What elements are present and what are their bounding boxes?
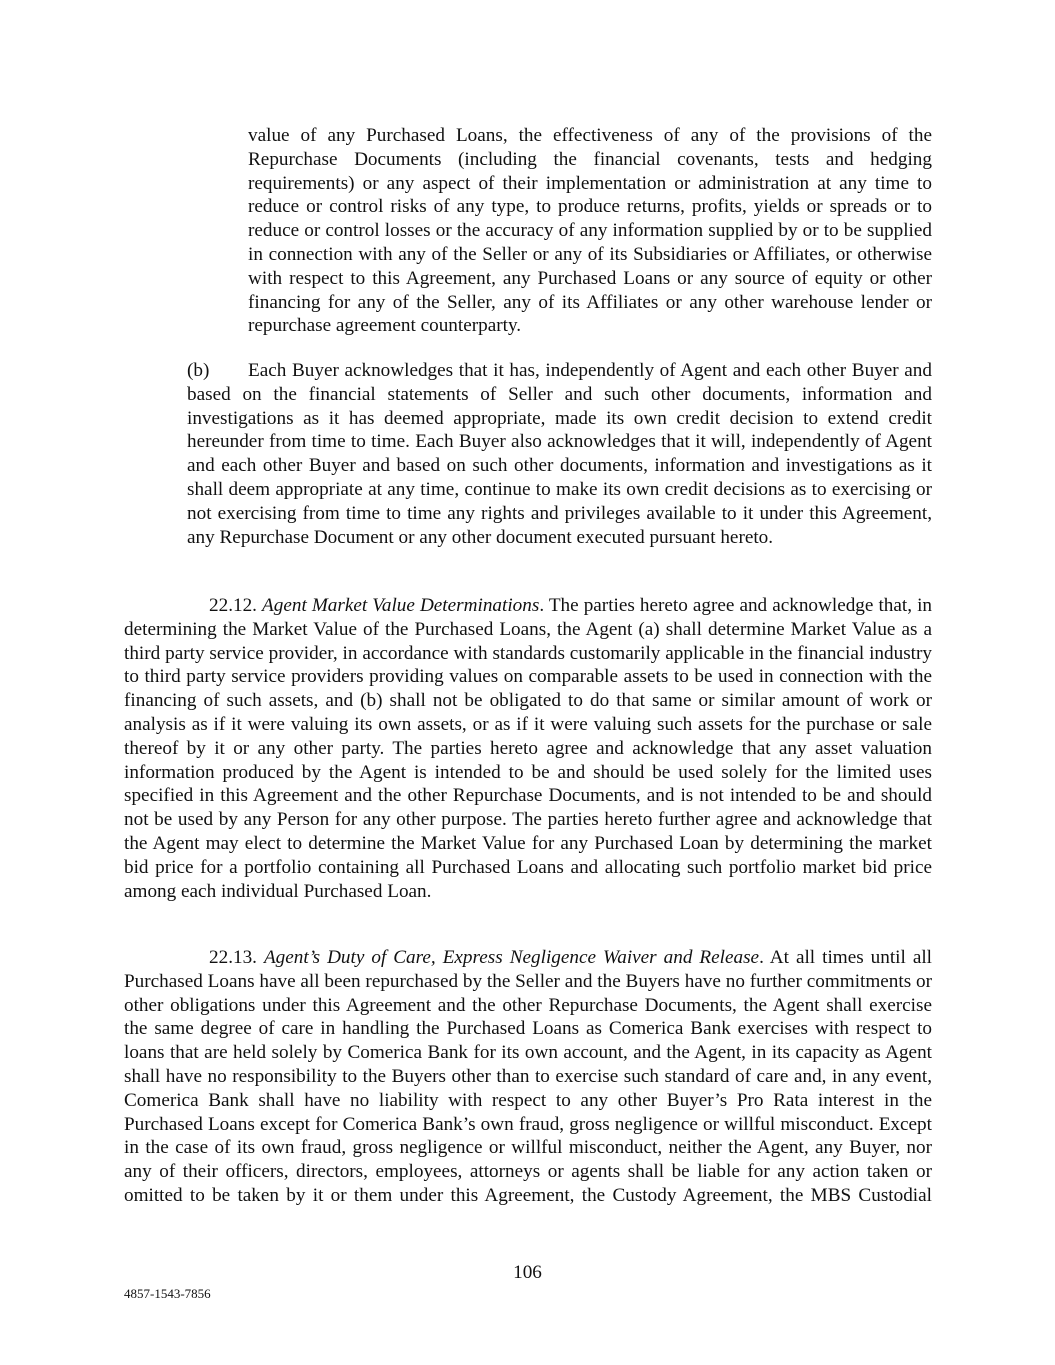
section-22-13-title: Agent’s Duty of Care, Express Negligence Waiver and Release	[263, 947, 760, 968]
document-id: 4857-1543-7856	[124, 1286, 211, 1301]
paragraph-b-label: (b)	[187, 360, 210, 381]
section-22-13: 22.13. Agent’s Duty of Care, Express Negligence Waiver and Release. At all times until all Purchased Loans have all been repurchased by the Seller and the Buyers have no further commitments or other obligations under this Agreement and the other Repurchase Documents, the Agent shall exercise the same degree of care in handling the Purchased Loans as Comerica Bank exercises with respect to loans that are held solely by Comerica Bank for its own account, and the Agent, in its capacity as Agent shall have no responsibility to the Buyers other than to exercise such standard of care and, in any event, Comerica Bank shall have no liability with respect to any other Buyer’s Pro Rata interest in the Purchased Loans except for Comerica Bank’s own fraud, gross negligence or willful misconduct. Except in the case of its own fraud, gross negligence or willful misconduct, neither the Agent, any Buyer, nor any of their officers, directors, employees, attorneys or agents shall be liable for any action taken or omitted to be taken by it or them under this Agreement, the Custody Agreement, the MBS Custodial	[124, 947, 932, 1206]
section-22-12-title: Agent Market Value Determinations	[262, 595, 540, 616]
continued-subitem-paragraph: value of any Purchased Loans, the effectiveness of any of the provisions of the Repurchase Documents (including the financial covenants, tests and hedging requirements) or any aspect of their implementation or administration at any time to reduce or control risks of any type, to produce returns, profits, yields or spreads or to reduce or control losses or the accuracy of any information supplied by or to be supplied in connection with any of the Seller or any of its Subsidiaries or Affiliates, or otherwise with respect to this Agreement, any Purchased Loans or any source of equity or other financing for any of the Seller, any of its Affiliates or any other warehouse lender or repurchase agreement counterparty.	[248, 125, 932, 337]
section-22-13-number: 22.13.	[209, 947, 257, 968]
section-22-12: 22.12. Agent Market Value Determinations. The parties hereto agree and acknowledge that, in determining the Market Value of the Purchased Loans, the Agent (a) shall determine Market Value as a third party service provider, in accordance with standards customarily applicable in the financial industry to third party service providers providing values on comparable assets to be used in connection with the financing of such assets, and (b) shall not be obligated to do that same or similar amount of work or analysis as if it were valuing its own assets, or as if it were valuing such assets for the purchase or sale thereof by it or any other party. The parties hereto agree and acknowledge that any asset valuation information produced by the Agent is intended to be and should be used solely for the limited uses specified in this Agreement and the other Repurchase Documents, and is not intended to be and should not be used by any Person for any other purpose. The parties hereto further agree and acknowledge that the Agent may elect to determine the Market Value for any Purchased Loan by determining the market bid price for a portfolio containing all Purchased Loans and allocating such portfolio market bid price among each individual Purchased Loan.	[124, 595, 932, 902]
paragraph-b-text: Each Buyer acknowledges that it has, independently of Agent and each other Buyer and based on the financial statements of Seller and such other documents, information and investigations as it has deemed appropriate, made its own credit decision to extend credit hereunder from time to time. Each Buyer also acknowledges that it will, independently of Agent and each other Buyer and based on such other documents, information and investigations as it shall deem appropriate at any time, continue to make its own credit decisions as to exercising or not exercising from time to time any rights and privileges available to it under this Agreement, any Repurchase Document or any other document executed pursuant hereto.	[187, 360, 932, 548]
paragraph-b	[187, 359, 932, 549]
page-number: 106	[513, 1262, 542, 1283]
section-22-12-number: 22.12.	[209, 595, 257, 616]
section-22-12-text: The parties hereto agree and acknowledge that, in determining the Market Value of the Purchased Loans, the Agent (a) shall determine Market Value as a third party service provider, in accordance with standards customarily applicable in the financial industry to third party service providers providing values on comparable assets to be used in connection with the financing of such assets, and (b) shall not be obligated to do that same or similar amount of work or analysis as if it were valuing its own assets, or as if it were valuing such assets for the purchase or sale thereof by it or any other party. The parties hereto agree and acknowledge that any asset valuation information produced by the Agent is intended to be and should be used solely for the limited uses specified in this Agreement and the other Repurchase Documents, and is not intended to be and should not be used by any Person for any other purpose. The parties hereto further agree and acknowledge that the Agent may elect to determine the Market Value for any Purchased Loan by determining the market bid price for a portfolio containing all Purchased Loans and allocating such portfolio market bid price among each individual Purchased Loan.	[124, 595, 932, 902]
section-22-13-text: At all times until all Purchased Loans have all been repurchased by the Seller and the Buyers have no further commitments or other obligations under this Agreement and the other Repurchase Documents, the Agent shall exercise the same degree of care in handling the Purchased Loans as Comerica Bank exercises with respect to loans that are held solely by Comerica Bank for its own account, and the Agent, in its capacity as Agent shall have no responsibility to the Buyers other than to exercise such standard of care and, in any event, Comerica Bank shall have no liability with respect to any other Buyer’s Pro Rata interest in the Purchased Loans except for Comerica Bank’s own fraud, gross negligence or willful misconduct. Except in the case of its own fraud, gross negligence or willful misconduct, neither the Agent, any Buyer, nor any of their officers, directors, employees, attorneys or agents shall be liable for any action taken or omitted to be taken by it or them under this Agreement, the Custody Agreement, the MBS Custodial	[124, 947, 932, 1206]
